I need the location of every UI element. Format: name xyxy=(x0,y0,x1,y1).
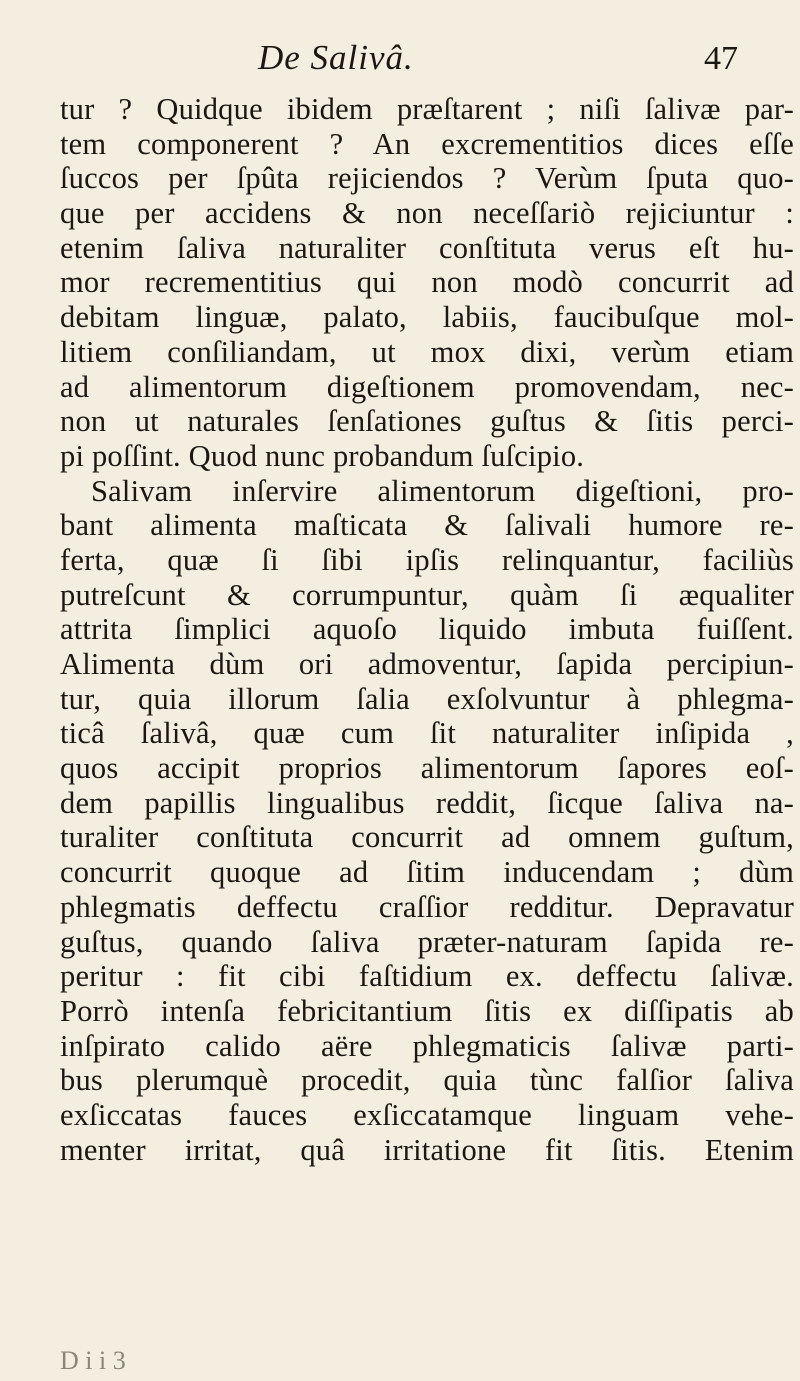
text-line: debitam linguæ, palato, labiis, faucibuſque mol- xyxy=(60,300,794,335)
text-line: concurrit quoque ad ſitim inducendam ; dùm xyxy=(60,855,794,890)
text-line: dem papillis lingualibus reddit, ſicque ſaliva na- xyxy=(60,785,794,820)
text-line: exſiccatas fauces exſiccatamque linguam vehe- xyxy=(60,1097,794,1132)
text-line: Porrò intenſa febricitantium ſitis ex diſſipatis ab xyxy=(60,993,794,1028)
text-line: menter irritat, quâ irritatione fit ſitis. Etenim xyxy=(60,1132,794,1167)
text-line: tur ? Quidque ibidem præſtarent ; niſi ſalivæ par- xyxy=(60,92,794,126)
text-line: ſuccos per ſpûta rejiciendos ? Verùm ſputa quo- xyxy=(60,161,794,196)
text-line: tem componerent ? An excrementitios dices eſſe xyxy=(60,126,794,161)
text-line: etenim ſaliva naturaliter conſtituta verus eſt hu- xyxy=(60,230,794,265)
text-line: attrita ſimplici aquoſo liquido imbuta fuiſſent. xyxy=(60,612,794,647)
text-line: turaliter conſtituta concurrit ad omnem guſtum, xyxy=(60,820,794,855)
text-line: quos accipit proprios alimentorum ſapores eoſ- xyxy=(60,751,794,786)
text-line: non ut naturales ſenſationes guſtus & ſitis perci- xyxy=(60,404,794,439)
signature-mark: D i i 3 xyxy=(60,1346,126,1375)
text-line: pi poſſint. Quod nunc probandum ſuſcipio. xyxy=(60,438,585,473)
text-line: ticâ ſalivâ, quæ cum ſit naturaliter inſipida , xyxy=(60,716,794,751)
page-header xyxy=(0,38,800,88)
text-line: bant alimenta maſticata & ſalivali humore re- xyxy=(60,508,794,543)
text-line: mor recrementitius qui non modò concurrit ad xyxy=(60,265,794,300)
text-line: Salivam inſervire alimentorum digeſtioni, pro- xyxy=(91,473,794,508)
page-number: 47 xyxy=(704,40,738,77)
running-title: De Salivâ. xyxy=(258,38,414,77)
text-line: bus plerumquè procedit, quia tùnc falſior ſaliva xyxy=(60,1063,794,1098)
body-text xyxy=(60,92,794,1167)
text-line: que per accidens & non neceſſariò rejiciuntur : xyxy=(60,196,794,231)
text-line: ad alimentorum digeſtionem promovendam, nec- xyxy=(60,369,794,404)
text-line: ferta, quæ ſi ſibi ipſis relinquantur, faciliùs xyxy=(60,542,794,577)
text-line: tur, quia illorum ſalia exſolvuntur à phlegma- xyxy=(60,681,794,716)
text-line: Alimenta dùm ori admoventur, ſapida percipiun- xyxy=(60,647,794,681)
text-line: inſpirato calido aëre phlegmaticis ſalivæ parti- xyxy=(60,1028,794,1063)
text-line: litiem conſiliandam, ut mox dixi, verùm etiam xyxy=(60,334,794,369)
text-line: guſtus, quando ſaliva præter-naturam ſapida re- xyxy=(60,924,794,959)
text-line: peritur : fit cibi faſtidium ex. deffectu ſalivæ. xyxy=(60,959,794,994)
text-line: phlegmatis deffectu craſſior redditur. Depravatur xyxy=(60,889,794,924)
text-line: putreſcunt & corrumpuntur, quàm ſi æqualiter xyxy=(60,577,794,612)
